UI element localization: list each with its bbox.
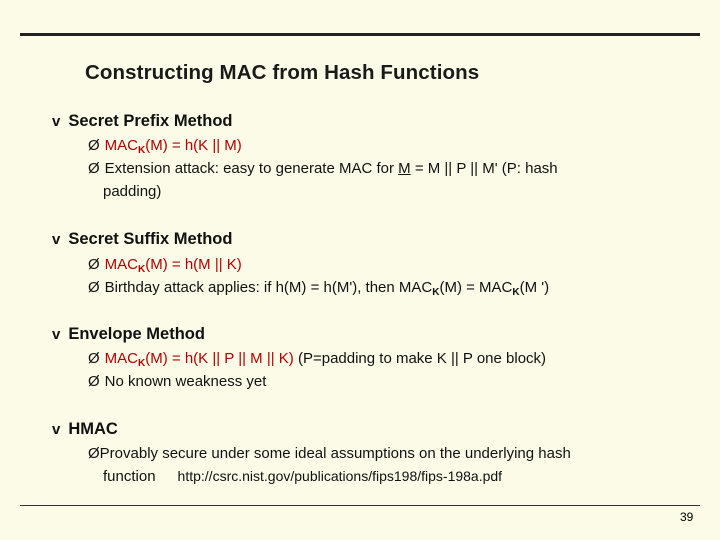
arrow-bullet-icon: Ø: [88, 445, 100, 462]
section-heading-secret-prefix: v Secret Prefix Method: [52, 112, 233, 130]
list-item: Ø Extension attack: easy to generate MAC for M = M || P || M' (P: hash: [88, 160, 558, 177]
diamond-bullet-icon: v: [52, 113, 61, 130]
list-item: Ø $MAC_K(M) = h(K$ || M): [88, 137, 242, 156]
bottom-rule: [20, 505, 700, 506]
section-heading-hmac: v HMAC: [52, 420, 118, 438]
page-number: 39: [680, 510, 694, 524]
arrow-bullet-icon: Ø: [88, 350, 100, 367]
list-item-continuation: padding): [103, 183, 162, 200]
list-item: Ø $MAC_K(M) = h(M$ || K): [88, 256, 242, 275]
arrow-bullet-icon: Ø: [88, 256, 100, 273]
list-item: Ø No known weakness yet: [88, 373, 267, 390]
diamond-bullet-icon: v: [52, 231, 61, 248]
diamond-bullet-icon: v: [52, 421, 61, 438]
slide-title: Constructing MAC from Hash Functions: [85, 61, 480, 84]
list-item: Ø $MAC_K(M) = h(K$ || P || M || K) (P=padding to make K || P one block): [88, 350, 547, 369]
section-heading-secret-suffix: v Secret Suffix Method: [52, 230, 233, 248]
arrow-bullet-icon: Ø: [88, 137, 100, 154]
arrow-bullet-icon: Ø: [88, 373, 100, 390]
diamond-bullet-icon: v: [52, 326, 61, 343]
list-item-continuation: function http://csrc.nist.gov/publications/fips198/fips-198a.pdf: [103, 468, 503, 485]
fips-url-link[interactable]: http://csrc.nist.gov/publications/fips198/fips-198a.pdf: [177, 468, 503, 484]
list-item: ØProvably secure under some ideal assumptions on the underlying hash: [88, 445, 571, 462]
top-rule: [20, 33, 700, 36]
list-item: Ø Birthday attack applies: if h(M) = h(M'), then $MAC_K(M) = MAC_K(M$ '): [88, 279, 550, 298]
section-heading-envelope: v Envelope Method: [52, 325, 205, 343]
arrow-bullet-icon: Ø: [88, 279, 100, 296]
arrow-bullet-icon: Ø: [88, 160, 100, 177]
